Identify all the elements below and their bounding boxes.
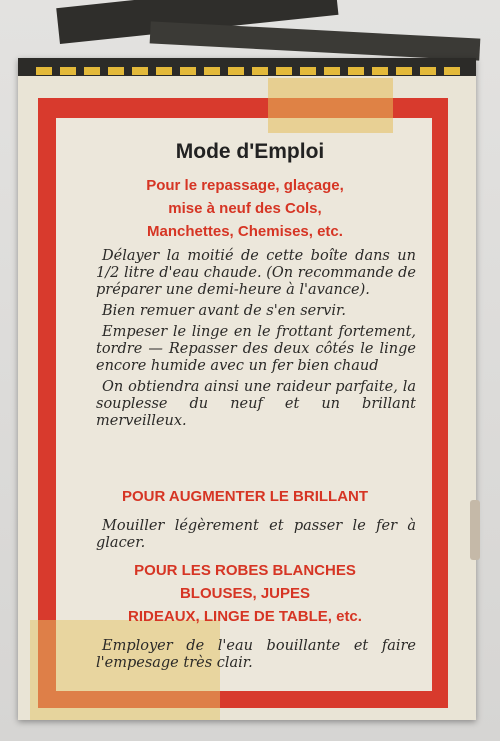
instruction-paragraph: On obtiendra ainsi une raideur parfaite, la souplesse du neuf et un brillant merveilleux. bbox=[96, 379, 416, 429]
instruction-paragraph: Employer de l'eau bouillante et faire l'empesage très clair. bbox=[96, 638, 416, 671]
heading-robes-line-2: BLOUSES, JUPES bbox=[179, 585, 311, 602]
instructions-robes bbox=[96, 638, 416, 672]
tape-stain-top bbox=[268, 78, 393, 133]
heading-robes-line-1: POUR LES ROBES BLANCHES bbox=[134, 562, 356, 579]
heading-robes-line-3: RIDEAUX, LINGE DE TABLE, etc. bbox=[128, 608, 362, 625]
instruction-paragraph: Mouiller légèrement et passer le fer à glacer. bbox=[96, 518, 416, 551]
page-title: Mode d'Emploi bbox=[175, 140, 325, 163]
instructions-a bbox=[96, 248, 416, 430]
subtitle-line-2: mise à neuf des Cols, bbox=[168, 200, 322, 217]
heading-brillant: POUR AUGMENTER LE BRILLANT bbox=[121, 488, 369, 505]
instruction-paragraph: Bien remuer avant de s'en servir. bbox=[102, 303, 346, 319]
instructions-brillant bbox=[96, 518, 416, 552]
rim-stripes bbox=[36, 67, 466, 75]
subtitle-line-3: Manchettes, Chemises, etc. bbox=[147, 223, 343, 240]
subtitle-line-1: Pour le repassage, glaçage, bbox=[146, 177, 344, 194]
box-side-edge bbox=[470, 500, 480, 560]
instruction-paragraph: Délayer la moitié de cette boîte dans un 1/2 litre d'eau chaude. (On recommande de préparer une demi-heure à l'avance). bbox=[96, 248, 416, 298]
instruction-paragraph: Empeser le linge en le frottant fortement, tordre — Repasser des deux côtés le linge encore humide avec un fer bien chaud bbox=[96, 324, 416, 374]
